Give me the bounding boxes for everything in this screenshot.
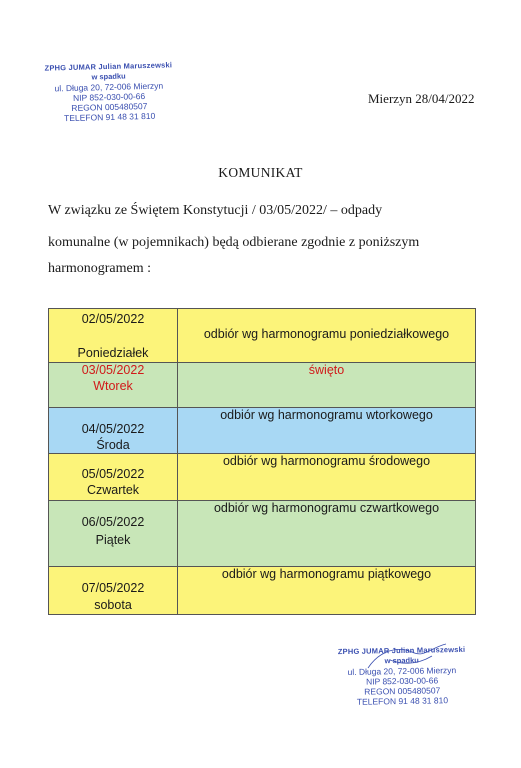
schedule-description: odbiór wg harmonogramu środowego xyxy=(222,454,431,468)
schedule-weekday: Czwartek xyxy=(86,483,140,497)
stamp-regon: REGON 005480507 xyxy=(364,685,441,697)
schedule-desc-cell xyxy=(178,408,476,454)
schedule-date: 07/05/2022 xyxy=(81,581,145,595)
schedule-description: odbiór wg harmonogramu piątkowego xyxy=(221,567,432,581)
body-line-3: harmonogramem : xyxy=(48,261,152,276)
schedule-day-cell xyxy=(49,408,178,454)
schedule-desc-cell xyxy=(178,567,476,615)
place-date: Mierzyn 28/04/2022 xyxy=(368,91,475,106)
schedule-date: 05/05/2022 xyxy=(81,467,145,481)
schedule-date: 02/05/2022 xyxy=(81,312,145,326)
schedule-row xyxy=(49,501,476,567)
schedule-day-cell xyxy=(49,501,178,567)
company-stamp-bottom xyxy=(321,645,482,708)
schedule-row xyxy=(49,408,476,454)
stamp-address: ul. Długa 20, 72-006 Mierzyn xyxy=(54,80,164,94)
schedule-day-cell xyxy=(49,309,178,363)
schedule-weekday: Środa xyxy=(96,438,130,452)
schedule-description: odbiór wg harmonogramu czwartkowego xyxy=(213,501,440,515)
schedule-row xyxy=(49,454,476,501)
schedule-row xyxy=(49,363,476,408)
stamp-regon: REGON 005480507 xyxy=(71,101,148,113)
schedule-date: 04/05/2022 xyxy=(81,422,145,436)
document-title: KOMUNIKAT xyxy=(218,165,303,180)
stamp-phone: TELEFON 91 48 31 810 xyxy=(63,110,156,124)
schedule-desc-cell xyxy=(178,363,476,408)
stamp-company-name: ZPHG JUMAR Julian Maruszewski xyxy=(337,644,466,657)
schedule-table xyxy=(48,308,476,615)
schedule-weekday: Poniedziałek xyxy=(77,346,149,360)
schedule-weekday: sobota xyxy=(94,598,132,612)
stamp-company-suffix: w spadku xyxy=(384,655,419,666)
schedule-desc-cell xyxy=(178,454,476,501)
body-line-2: komunalne (w pojemnikach) będą odbierane zgodnie z poniższym xyxy=(48,235,420,250)
stamp-company-suffix: w spadku xyxy=(91,71,126,82)
body-line-1: W związku ze Świętem Konstytucji / 03/05/2022/ – odpady xyxy=(48,203,383,218)
company-stamp-top xyxy=(29,60,189,124)
schedule-row xyxy=(49,309,476,363)
schedule-day-cell xyxy=(49,454,178,501)
schedule-desc-cell xyxy=(178,501,476,567)
schedule-weekday: Wtorek xyxy=(93,379,133,393)
schedule-day-cell xyxy=(49,567,178,615)
schedule-description: odbiór wg harmonogramu poniedziałkowego xyxy=(203,327,450,341)
schedule-description: odbiór wg harmonogramu wtorkowego xyxy=(220,408,433,422)
stamp-address: ul. Długa 20, 72-006 Mierzyn xyxy=(347,665,457,677)
schedule-description: święto xyxy=(308,363,345,377)
schedule-day-cell xyxy=(49,363,178,408)
stamp-company-name: ZPHG JUMAR Julian Maruszewski xyxy=(44,60,173,73)
schedule-desc-cell xyxy=(178,309,476,363)
stamp-nip: NIP 852-030-00-66 xyxy=(365,675,439,687)
schedule-date: 03/05/2022 xyxy=(81,363,145,377)
stamp-phone: TELEFON 91 48 31 810 xyxy=(356,695,449,707)
stamp-nip: NIP 852-030-00-66 xyxy=(72,91,146,103)
schedule-row xyxy=(49,567,476,615)
schedule-date: 06/05/2022 xyxy=(81,515,145,529)
schedule-weekday: Piątek xyxy=(95,533,131,547)
